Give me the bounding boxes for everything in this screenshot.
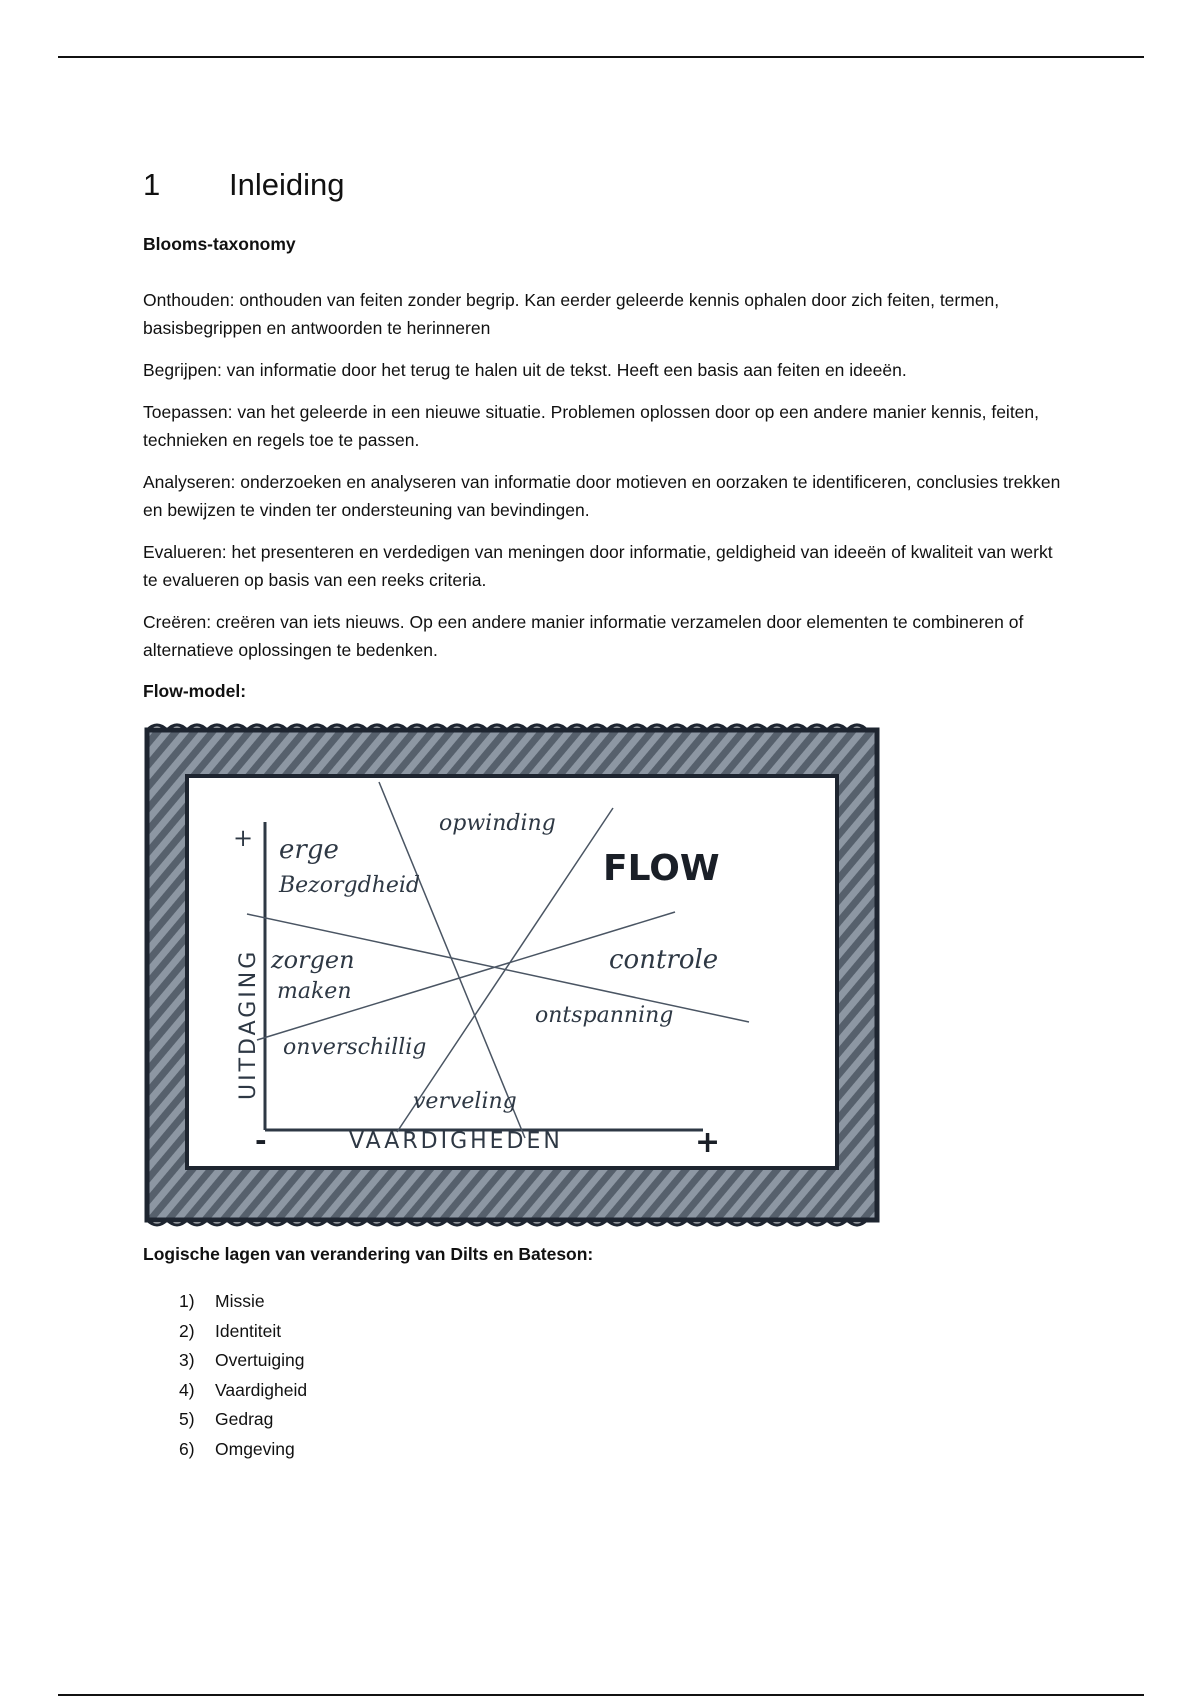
footer-rule xyxy=(58,1694,1144,1696)
label-zorgen: zorgen xyxy=(271,946,355,974)
page-content xyxy=(143,165,1063,1464)
plus-right-label: + xyxy=(695,1125,721,1160)
label-bezorgdheid: Bezorgdheid xyxy=(279,873,421,898)
chapter-title: Inleiding xyxy=(229,167,345,202)
label-erge: erge xyxy=(279,835,339,865)
flow-model-title: Flow-model: xyxy=(143,681,247,701)
blooms-paragraph-begrijpen: Begrijpen: van informatie door het terug te halen uit de tekst. Heeft een basis aan feiten en ideeën. xyxy=(143,360,907,380)
list-item: 6) Omgeving xyxy=(179,1438,295,1459)
plus-top-label: + xyxy=(233,824,254,852)
chapter-heading xyxy=(143,165,1063,205)
blooms-paragraph-toepassen: Toepassen: van het geleerde in een nieuwe situatie. Problemen oplossen door op een andere manier kennis, feiten, technieken en regels toe te passen. xyxy=(143,402,1040,450)
list-item: 1) Missie xyxy=(179,1291,265,1311)
blooms-paragraph-analyseren: Analyseren: onderzoeken en analyseren van informatie door motieven en oorzaken te identificeren, conclusies trekken en bewijzen te vinden ter ondersteuning van bevindingen. xyxy=(143,472,1061,520)
blooms-paragraph-creeren: Creëren: creëren van iets nieuws. Op een andere manier informatie verzamelen door elementen te combineren of alternatieve oplossingen te bedenken. xyxy=(143,612,1024,660)
chapter-number: 1 xyxy=(143,167,161,202)
blooms-paragraph-onthouden: Onthouden: onthouden van feiten zonder begrip. Kan eerder geleerde kennis ophalen door zich feiten, termen, basisbegrippen en antwoorden te herinneren xyxy=(143,290,1000,338)
header-rule xyxy=(58,56,1144,58)
list-item: 4) Vaardigheid xyxy=(179,1379,308,1400)
list-item: 5) Gedrag xyxy=(179,1409,274,1429)
label-onverschillig: onverschillig xyxy=(283,1035,427,1060)
dilts-list xyxy=(143,1287,1063,1464)
flow-model-drawing xyxy=(143,722,883,1230)
list-item: 3) Overtuiging xyxy=(179,1350,305,1370)
list-item: 2) Identiteit xyxy=(179,1320,282,1341)
x-axis-label: VAARDIGHEDEN xyxy=(349,1129,563,1154)
flow-model-svg xyxy=(143,722,883,1230)
label-controle: controle xyxy=(609,945,719,975)
minus-label: - xyxy=(255,1124,267,1157)
label-verveling: verveling xyxy=(413,1089,517,1114)
label-flow: FLOW xyxy=(603,848,720,889)
label-maken: maken xyxy=(277,979,352,1004)
label-ontspanning: ontspanning xyxy=(535,1003,674,1028)
dilts-title: Logische lagen van verandering van Dilts en Bateson: xyxy=(143,1244,594,1264)
y-axis-label: UITDAGING xyxy=(236,948,261,1100)
blooms-paragraph-evalueren: Evalueren: het presenteren en verdedigen van meningen door informatie, geldigheid van ideeën of kwaliteit van werkt te evalueren op basis van een reeks criteria. xyxy=(143,542,1053,590)
blooms-title: Blooms-taxonomy xyxy=(143,234,296,254)
label-opwinding: opwinding xyxy=(439,811,556,836)
